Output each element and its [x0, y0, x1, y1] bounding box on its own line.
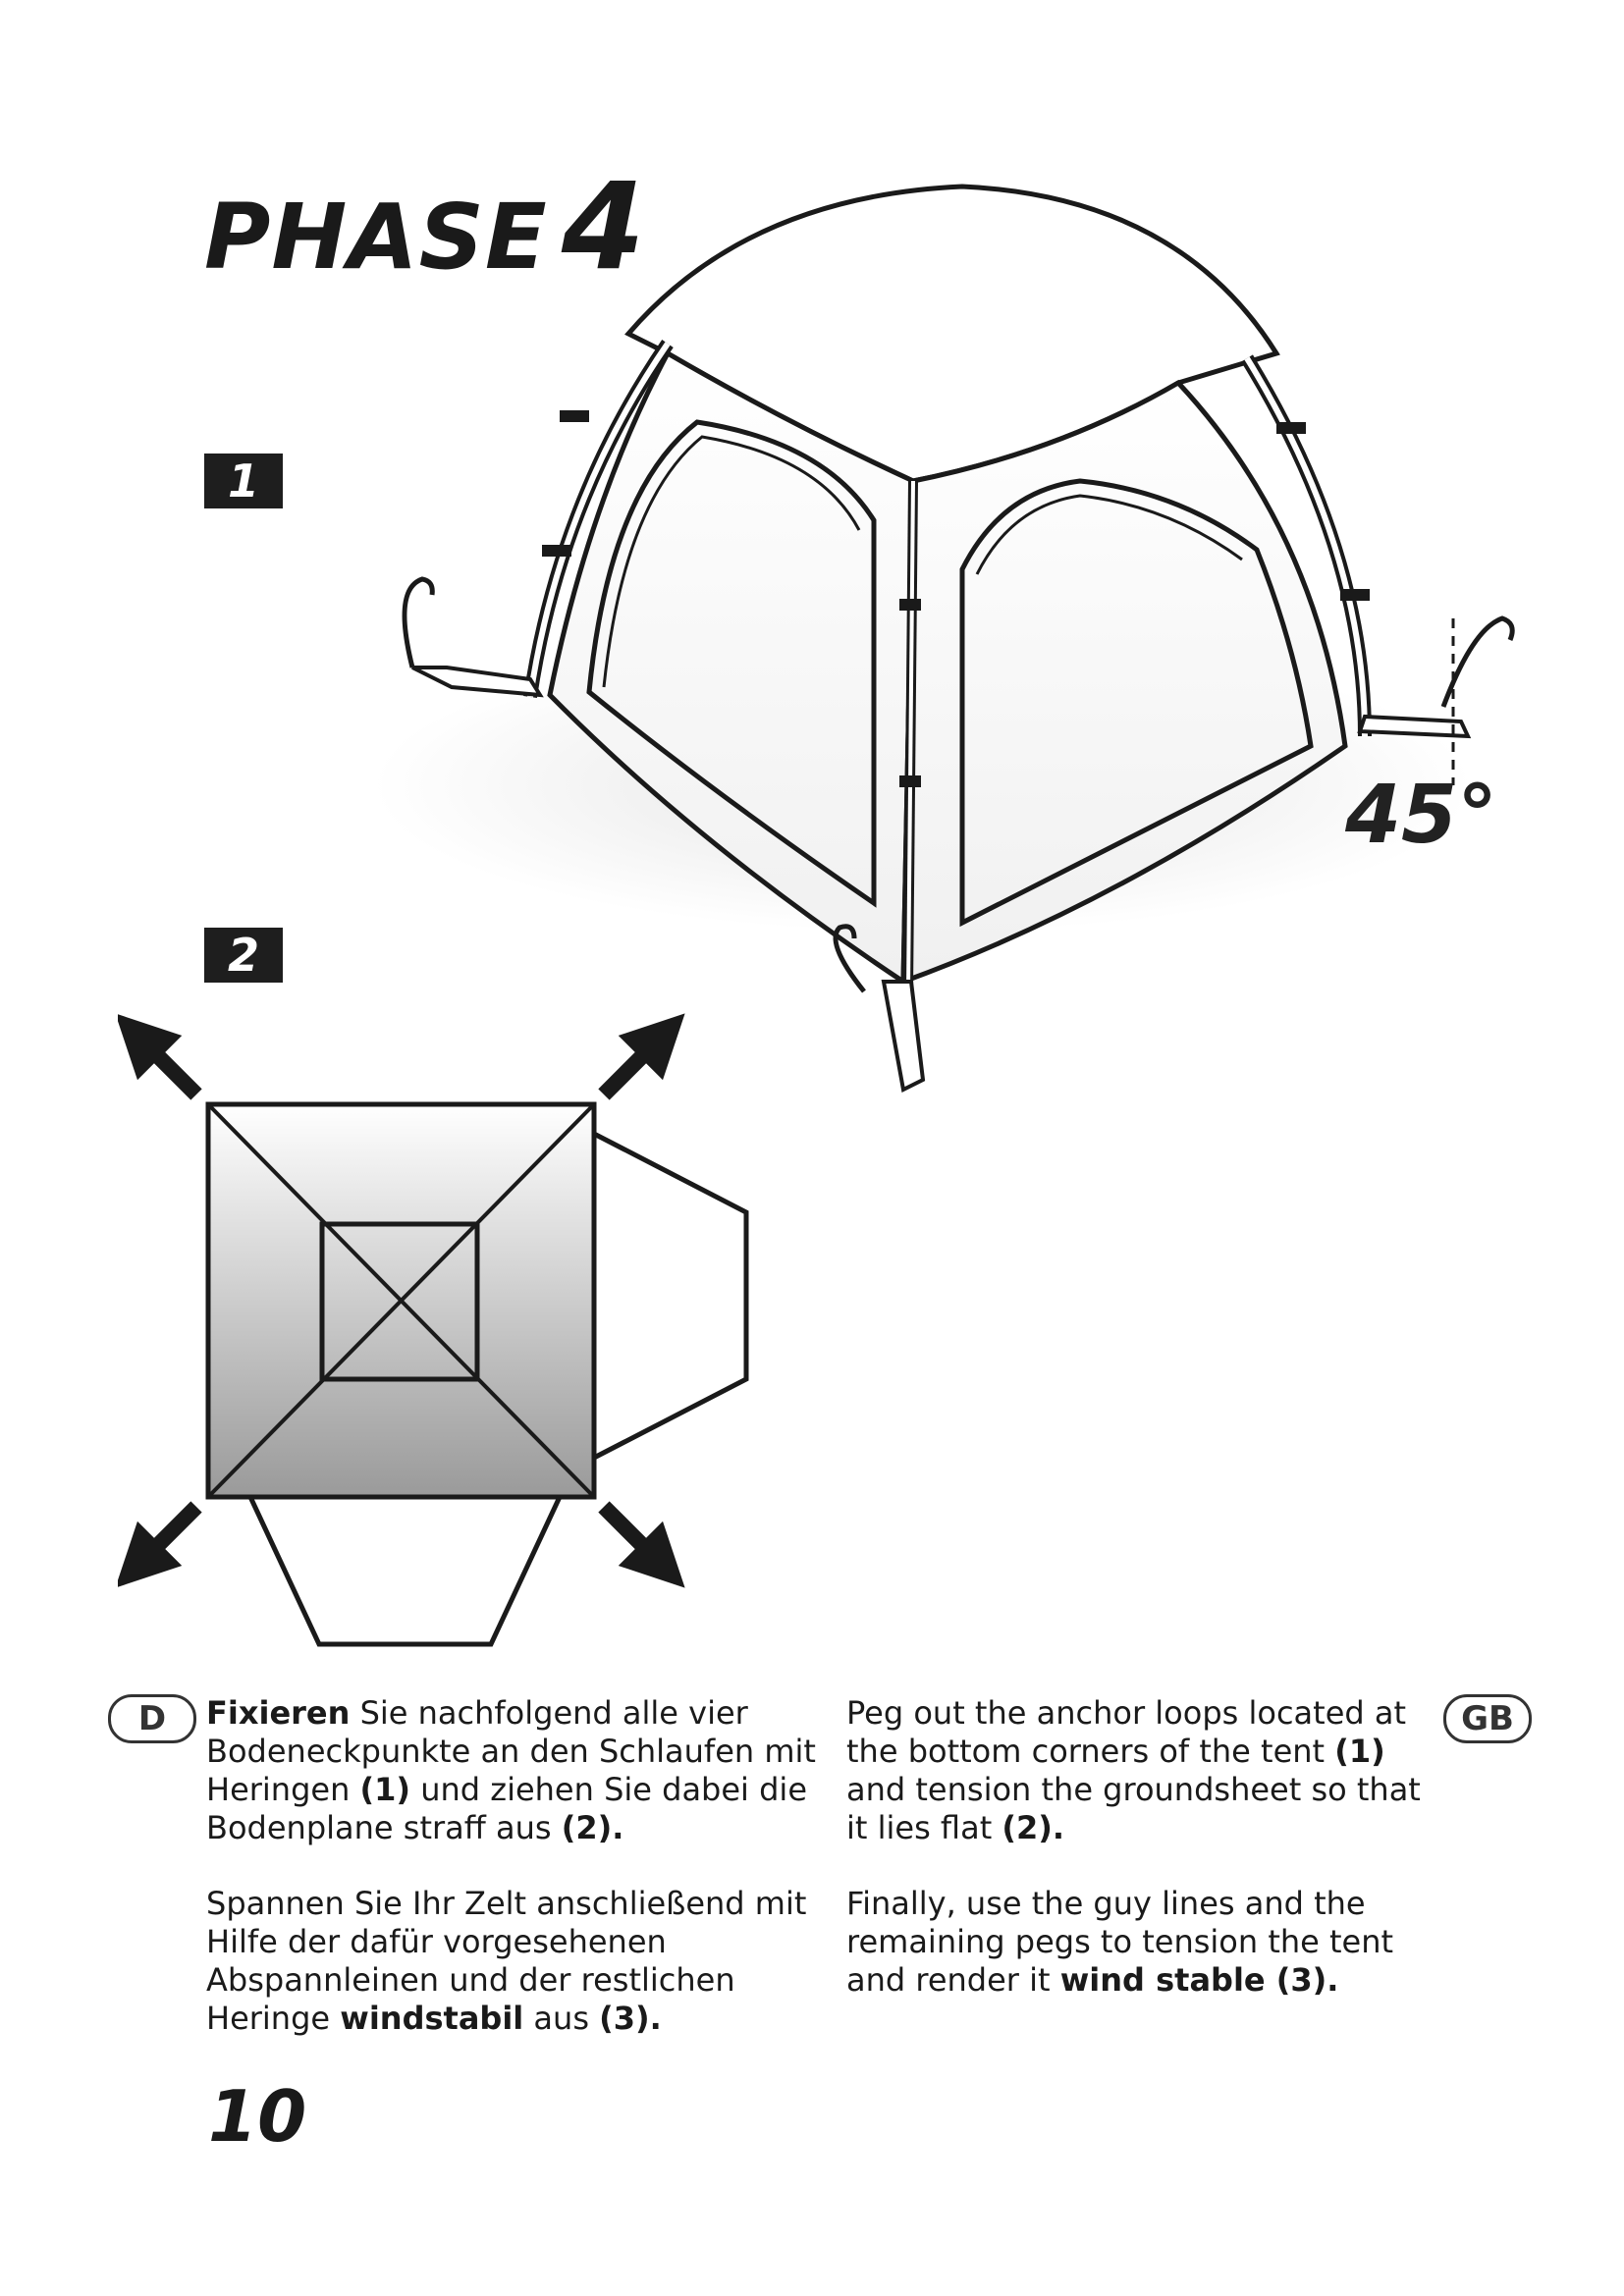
phase-number: 4: [561, 157, 646, 296]
page-number: 10: [208, 2075, 307, 2158]
text-column-gb: [846, 1694, 1435, 2037]
step-badge-2: 2: [204, 928, 283, 983]
paragraph-de-1: Fixieren Sie nachfolgend alle vier Bodeneckpunkte an den Schlaufen mit Heringen (1) und ziehen Sie dabei die Bodenplane straff aus (2).: [206, 1694, 816, 1846]
peg-icon: [405, 579, 540, 695]
phase-word: PHASE: [204, 185, 548, 290]
paragraph-gb-1: Peg out the anchor loops located at the bottom corners of the tent (1) and tension the groundsheet so that it lies flat (2).: [846, 1694, 1421, 1846]
angle-label: 45°: [1345, 769, 1498, 862]
step-badge-1: 1: [204, 454, 283, 508]
text-column-de: [206, 1694, 825, 2075]
language-badge-de: D: [108, 1694, 196, 1743]
groundsheet-diagram: [118, 1006, 805, 1664]
tent-illustration: [373, 157, 1532, 1119]
paragraph-de-2: Spannen Sie Ihr Zelt anschließend mit Hilfe der dafür vorgesehenen Abspannleinen und der restlichen Heringe windstabil aus (3).: [206, 1885, 807, 2037]
language-badge-gb: GB: [1443, 1694, 1532, 1743]
paragraph-gb-2: Finally, use the guy lines and the remaining pegs to tension the tent and render it wind stable (3).: [846, 1885, 1394, 1999]
